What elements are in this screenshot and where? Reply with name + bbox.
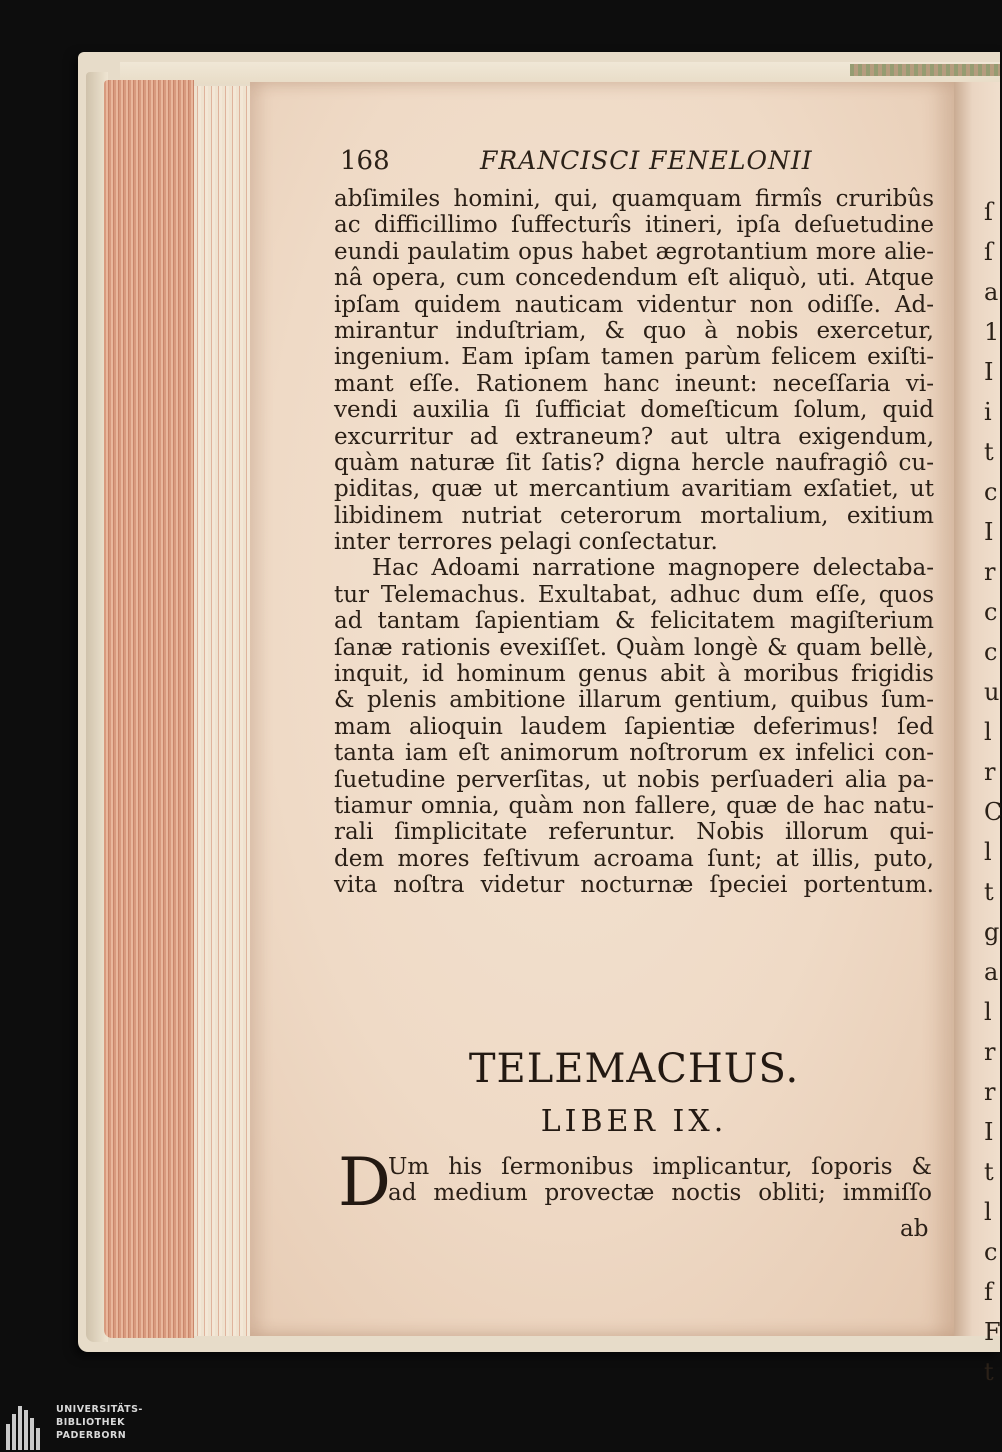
body-text <box>334 186 934 899</box>
text-line: quàm naturæ ſit ſatis? digna hercle naufragiô cu- <box>334 449 934 476</box>
library-logo-icon <box>6 1406 46 1450</box>
library-name-line3: PADERBORN <box>56 1430 127 1441</box>
text-line: ac difficillimo ſuffecturîs itineri, ipſa deſuetudine <box>334 212 934 239</box>
text-line: inquit, id hominum genus abit à moribus frigidis <box>334 661 934 688</box>
bookmark-ribbon <box>850 64 1000 76</box>
text-line: & plenis ambitione illarum gentium, quibus ſum- <box>334 687 934 714</box>
text-line: excurritur ad extraneum? aut ultra exigendum, <box>334 423 934 450</box>
text-line: abſimiles homini, qui, quamquam firmîs cruribûs <box>334 186 934 212</box>
text-line: mant eſſe. Rationem hanc ineunt: neceſſaria vi- <box>334 370 934 397</box>
text-line: ſuetudine perverſitas, ut nobis perſuaderi alia pa- <box>334 766 934 793</box>
text-line: Um his ſermonibus implicantur, ſoporis & <box>388 1154 932 1180</box>
facing-page-letters: ſ ſ a 1 I i t c I r c c u l r C l t g a l r r I t l c f F t <box>984 198 1002 1386</box>
text-line: inter terrores pelagi conſectatur. <box>334 529 718 556</box>
book-top-edge <box>120 62 1000 84</box>
library-name-line2: BIBLIOTHEK <box>56 1417 125 1428</box>
drop-cap: D <box>338 1144 391 1221</box>
text-line: nâ opera, cum concedendum eſt aliquò, uti. Atque <box>334 265 934 292</box>
text-line: vendi auxilia ſi ſufficiat domeſticum ſolum, quid <box>334 397 934 424</box>
text-line: vita noſtra videtur nocturnæ ſpeciei portentum. <box>334 872 934 899</box>
text-line: ingenium. Eam ipſam tamen parùm felicem exiſti- <box>334 344 934 371</box>
text-line: piditas, quæ ut mercantium avaritiam exſatiet, ut <box>334 476 934 503</box>
text-line: tur Telemachus. Exultabat, adhuc dum eſſe, quos <box>334 581 934 608</box>
catchword: ab <box>900 1216 929 1242</box>
text-line: mirantur induſtriam, & quo à nobis exercetur, <box>334 317 934 344</box>
text-line: Hac Adoami narratione magnopere delectaba- <box>372 555 934 582</box>
text-line: ipſam quidem nauticam videntur non odiſſe. Ad- <box>334 291 934 318</box>
text-line: dem mores feſtivum acroama ſunt; at illis, puto, <box>334 845 934 872</box>
section-subtitle: LIBER IX. <box>540 1104 728 1139</box>
text-line: tiamur omnia, quàm non fallere, quæ de hac natu- <box>334 792 934 819</box>
text-line: eundi paulatim opus habet ægrotantium more alie- <box>334 238 934 265</box>
text-line: ad tantam ſapientiam & felicitatem magiſterium <box>334 608 934 635</box>
page-header <box>340 146 940 182</box>
text-line: rali ſimplicitate referuntur. Nobis illorum qui- <box>334 819 934 846</box>
text-line: ad medium provectæ noctis obliti; immiſſo <box>388 1180 932 1207</box>
stacked-page-edges <box>194 86 252 1336</box>
text-line: tanta iam eſt animorum noſtrorum ex infelici con- <box>334 740 934 767</box>
running-head: FRANCISCI FENELONII <box>480 146 813 175</box>
library-name-line1: UNIVERSITÄTS- <box>56 1404 143 1415</box>
section-title: TELEMACHUS. <box>468 1046 800 1092</box>
text-line: ſanæ rationis evexiſſet. Quàm longè & quam bellè, <box>334 634 934 661</box>
text-line: libidinem nutriat ceterorum mortalium, exitium <box>334 502 934 529</box>
facing-page-fragment <box>954 82 1002 1386</box>
chapter-opening-text <box>388 1154 932 1207</box>
page-block-edge <box>104 80 194 1338</box>
page-number: 168 <box>340 146 390 176</box>
text-line: mam alioquin laudem ſapientiæ deferimus! ſed <box>334 713 934 740</box>
library-footer <box>0 1402 1000 1452</box>
